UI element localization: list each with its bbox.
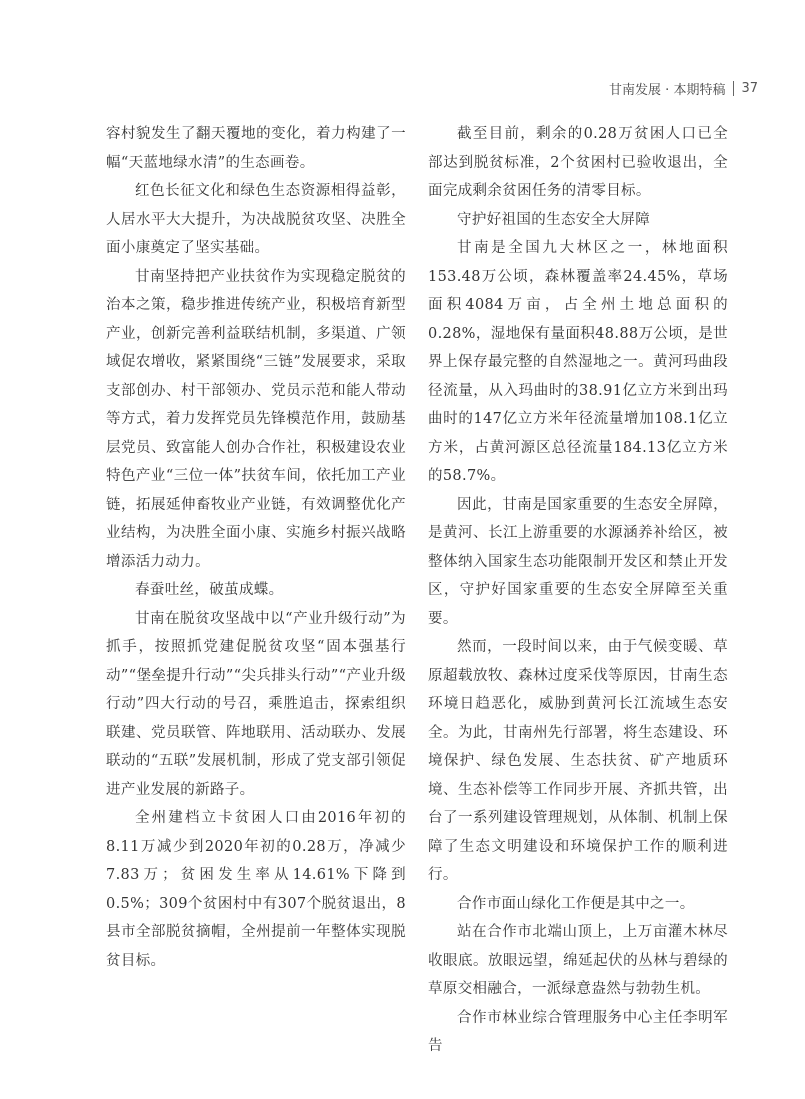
paragraph: 甘南是全国九大林区之一，林地面积153.48万公顷，森林覆盖率24.45%，草场面积4084万亩，占全州土地总面积的0.28%，湿地保有量面积48.88万公顷，是世界上保存最完整的自然湿地之一。黄河玛曲段径流量，从入玛曲时的38.91亿立方米到出玛曲时的147亿立方米年径流量增加108.1亿立方米，占黄河源区总径流量184.13亿立方米的58.7%。 [428, 240, 728, 484]
paragraph: 因此，甘南是国家重要的生态安全屏障，是黄河、长江上游重要的水源涵养补给区，被整体纳入国家生态功能限制开发区和禁止开发区，守护好国家重要的生态安全屏障至关重要。 [428, 496, 728, 627]
page-number: 37 [741, 81, 758, 96]
subheading: 守护好祖国的生态安全大屏障 [457, 211, 651, 228]
paragraph: 截至目前，剩余的0.28万贫困人口已全部达到脱贫标准，2个贫困村已验收退出，全面完成剩余贫困任务的清零目标。 [428, 126, 728, 199]
paragraph: 合作市林业综合管理服务中心主任李明军告 [428, 1009, 728, 1054]
paragraph: 合作市面山绿化工作便是其中之一。 [457, 895, 695, 912]
right-column [428, 120, 728, 1061]
paragraph: 站在合作市北端山顶上，上万亩灌木林尽收眼底。放眼远望，绵延起伏的丛林与碧绿的草原交相融合，一派绿意盎然与勃勃生机。 [428, 924, 728, 997]
paragraph: 甘南坚持把产业扶贫作为实现稳定脱贫的治本之策，稳步推进传统产业，积极培育新型产业，创新完善利益联结机制，多渠道、广领域促农增收，紧紧围绕“三链”发展要求，采取支部创办、村干部领办、党员示范和能人带动等方式，着力发挥党员先锋模范作用，鼓励基层党员、致富能人创办合作社，积极建设农业特色产业“三位一体”扶贫车间，依托加工产业链，拓展延伸畜牧业产业链，有效调整优化产业结构，为决胜全面小康、实施乡村振兴战略增添活力动力。 [106, 268, 406, 570]
paragraph: 然而，一段时间以来，由于气候变暖、草原超载放牧、森林过度采伐等原因，甘南生态环境日趋恶化，威胁到黄河长江流域生态安全。为此，甘南州先行部署，将生态建设、环境保护、绿色发展、生态扶贫、矿产地质环境、生态补偿等工作同步开展、齐抓共管，出台了一系列建设管理规划，从体制、机制上保障了生态文明建设和环境保护工作的顺利进行。 [428, 639, 728, 883]
paragraph: 红色长征文化和绿色生态资源相得益彰，人居水平大大提升，为决战脱贫攻坚、决胜全面小康奠定了坚实基础。 [106, 183, 406, 256]
running-header [609, 79, 758, 98]
left-column [106, 120, 406, 975]
paragraph: 甘南在脱贫攻坚战中以“产业升级行动”为抓手，按照抓党建促脱贫攻坚“固本强基行动”“堡垒提升行动”“尖兵排头行动”“产业升级行动”四大行动的号召，乘胜追击，探索组织联建、党员联管、阵地联用、活动联办、发展联动的“五联”发展机制，形成了党支部引领促进产业发展的新路子。 [106, 610, 406, 798]
paragraph: 容村貌发生了翻天覆地的变化，着力构建了一幅“天蓝地绿水清”的生态画卷。 [106, 126, 406, 171]
header-divider [733, 81, 734, 96]
section-title: 甘南发展 · 本期特稿 [609, 83, 726, 98]
paragraph: 春蚕吐丝，破茧成蝶。 [135, 582, 284, 598]
paragraph: 全州建档立卡贫困人口由2016年初的8.11万减少到2020年初的0.28万，净减少7.83万；贫困发生率从14.61%下降到0.5%；309个贫困村中有307个脱贫退出，8县市全部脱贫摘帽，全州提前一年整体实现脱贫目标。 [106, 810, 406, 969]
